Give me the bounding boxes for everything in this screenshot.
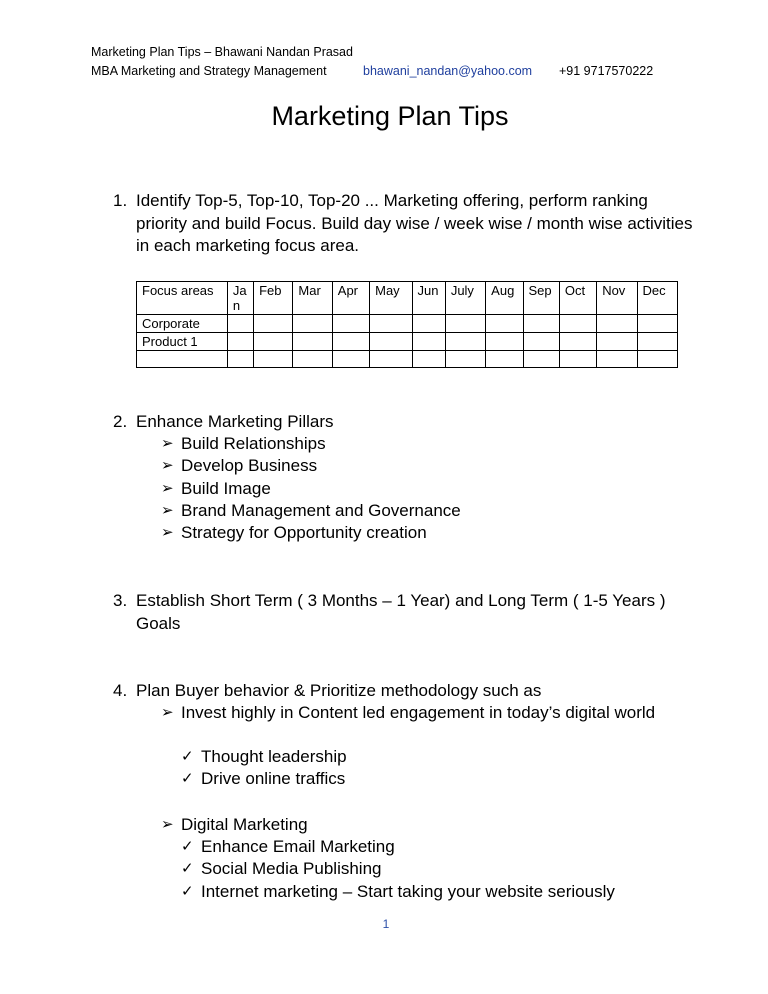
- table-cell: [370, 315, 412, 333]
- section-text: Identify Top-5, Top-10, Top-20 ... Marketing offering, perform ranking priority and build Focus. Build day wise / week wise / month wise activities in each marketing focus area.: [136, 191, 693, 255]
- check-bullet-icon: ✓: [181, 770, 194, 787]
- arrow-bullet-icon: ➢: [161, 480, 174, 497]
- check-bullet-icon: ✓: [181, 748, 194, 765]
- table-header-cell: Jun: [412, 282, 445, 315]
- table-cell: [445, 351, 485, 368]
- table-cell: [486, 333, 523, 351]
- table-cell: [332, 315, 369, 333]
- table-cell: [486, 315, 523, 333]
- focus-area-table: [136, 281, 678, 368]
- table-header-cell: May: [370, 282, 412, 315]
- section-3: [113, 590, 673, 635]
- table-cell: [559, 351, 596, 368]
- table-header-cell: Nov: [597, 282, 637, 315]
- table-cell: [293, 333, 332, 351]
- arrow-bullet-icon: ➢: [161, 816, 174, 833]
- table-header-cell: Oct: [559, 282, 596, 315]
- table-header-cell: Dec: [637, 282, 677, 315]
- table-row: [137, 333, 678, 351]
- table-cell: [523, 333, 559, 351]
- list-item-text: Strategy for Opportunity creation: [181, 523, 427, 542]
- list-item-text: Thought leadership: [201, 747, 347, 766]
- table-cell: [370, 333, 412, 351]
- list-item: [161, 500, 461, 523]
- table-cell: [523, 315, 559, 333]
- table-header-cell: Ja n: [227, 282, 253, 315]
- table-header-cell: July: [445, 282, 485, 315]
- header-phone: +91 9717570222: [559, 64, 654, 78]
- table-row: [137, 315, 678, 333]
- table-row: [137, 351, 678, 368]
- list-item: [161, 814, 308, 837]
- table-cell: [370, 351, 412, 368]
- table-cell: [597, 351, 637, 368]
- table-cell: [486, 351, 523, 368]
- table-cell: Corporate: [137, 315, 228, 333]
- check-bullet-icon: ✓: [181, 860, 194, 877]
- page-title: Marketing Plan Tips: [271, 101, 509, 131]
- section-number: 3.: [113, 591, 128, 610]
- section-text: Establish Short Term ( 3 Months – 1 Year) and Long Term ( 1-5 Years ) Goals: [136, 591, 666, 633]
- list-item: [161, 455, 317, 478]
- list-item-text: Build Image: [181, 479, 271, 498]
- list-item-text: Brand Management and Governance: [181, 501, 461, 520]
- list-item-text: Enhance Email Marketing: [201, 837, 395, 856]
- list-item-text: Social Media Publishing: [201, 859, 382, 878]
- list-item: [181, 858, 382, 881]
- table-cell: [137, 351, 228, 368]
- arrow-bullet-icon: ➢: [161, 435, 174, 452]
- table-cell: [559, 333, 596, 351]
- table-cell: [445, 315, 485, 333]
- table-cell: [227, 315, 253, 333]
- table-cell: [637, 351, 677, 368]
- arrow-bullet-icon: ➢: [161, 502, 174, 519]
- section-1: [113, 190, 693, 258]
- arrow-bullet-icon: ➢: [161, 524, 174, 541]
- list-item: [181, 768, 345, 791]
- table-header-cell: Apr: [332, 282, 369, 315]
- table-header-cell: Focus areas: [137, 282, 228, 315]
- list-item-text: Develop Business: [181, 456, 318, 475]
- list-item: [181, 881, 615, 904]
- table-cell: [637, 333, 677, 351]
- table-header-row: [137, 282, 678, 315]
- arrow-bullet-icon: ➢: [161, 704, 174, 721]
- list-item-text: Invest highly in Content led engagement in today’s digital world: [181, 703, 656, 722]
- list-item-text: Digital Marketing: [181, 815, 308, 834]
- table-cell: [412, 333, 445, 351]
- section-4: [113, 680, 693, 703]
- table-cell: [597, 315, 637, 333]
- list-item-text: Drive online traffics: [201, 769, 346, 788]
- table-cell: [332, 333, 369, 351]
- table-cell: [293, 315, 332, 333]
- page-number: 1: [382, 917, 390, 931]
- list-item-text: Build Relationships: [181, 434, 326, 453]
- table-cell: [227, 351, 253, 368]
- section-number: 1.: [113, 191, 128, 210]
- section-text: Plan Buyer behavior & Prioritize methodology such as: [136, 681, 542, 700]
- table-cell: [254, 315, 293, 333]
- table-cell: [412, 351, 445, 368]
- list-item: [161, 433, 326, 456]
- header-email: bhawani_nandan@yahoo.com: [363, 64, 533, 78]
- header-author-line: Marketing Plan Tips – Bhawani Nandan Prasad: [91, 45, 353, 59]
- table-cell: [254, 333, 293, 351]
- header-contact-line: [91, 63, 654, 79]
- table-cell: [637, 315, 677, 333]
- table-header-cell: Feb: [254, 282, 293, 315]
- table-cell: [332, 351, 369, 368]
- section-text: Enhance Marketing Pillars: [136, 412, 334, 431]
- table-header-cell: Aug: [486, 282, 523, 315]
- list-item: [161, 478, 271, 501]
- table-cell: [254, 351, 293, 368]
- section-number: 2.: [113, 412, 128, 431]
- header-program: MBA Marketing and Strategy Management: [91, 64, 327, 78]
- list-item: [181, 836, 395, 859]
- table-cell: [227, 333, 253, 351]
- table-cell: [559, 315, 596, 333]
- table-cell: [412, 315, 445, 333]
- list-item: [161, 522, 427, 545]
- list-item: [161, 702, 681, 725]
- section-number: 4.: [113, 681, 128, 700]
- check-bullet-icon: ✓: [181, 838, 194, 855]
- table-cell: [293, 351, 332, 368]
- table-cell: [445, 333, 485, 351]
- table-cell: [523, 351, 559, 368]
- list-item: [181, 746, 347, 769]
- section-2: [113, 411, 693, 434]
- table-header-cell: Sep: [523, 282, 559, 315]
- table-cell: Product 1: [137, 333, 228, 351]
- list-item-text: Internet marketing – Start taking your website seriously: [201, 882, 615, 901]
- check-bullet-icon: ✓: [181, 883, 194, 900]
- table-cell: [597, 333, 637, 351]
- table-header-cell: Mar: [293, 282, 332, 315]
- arrow-bullet-icon: ➢: [161, 457, 174, 474]
